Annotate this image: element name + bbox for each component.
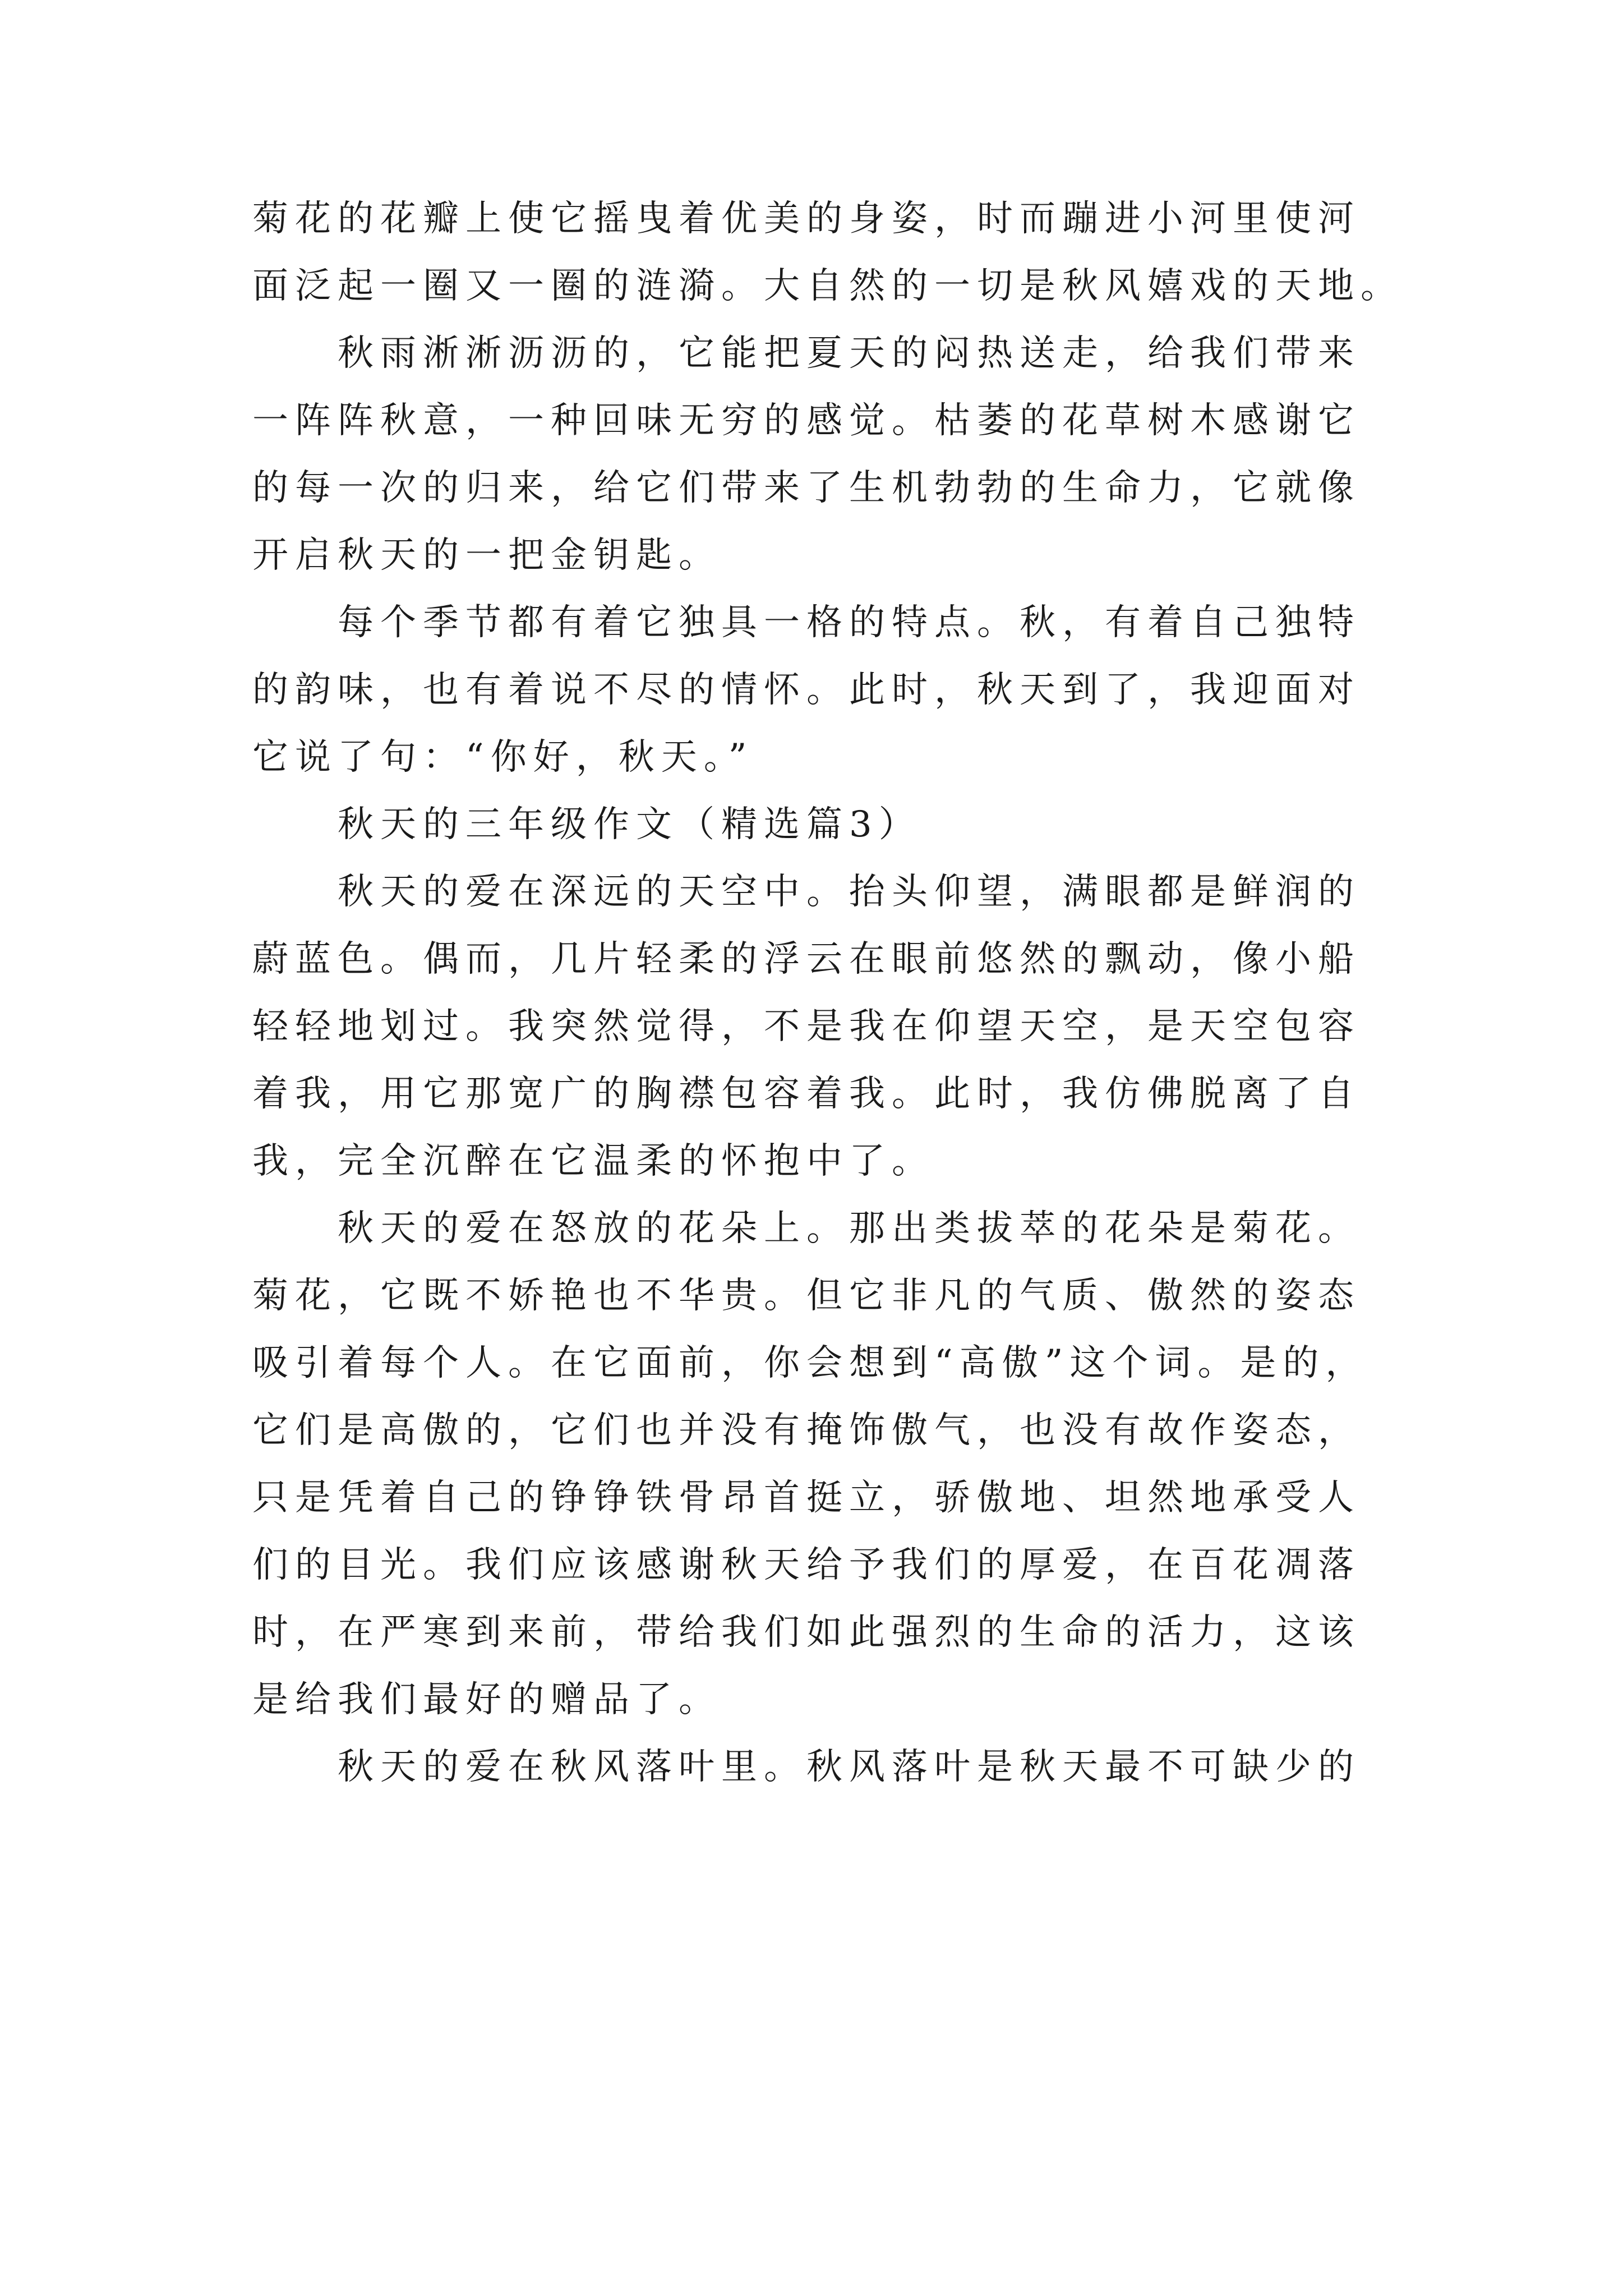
text-line-15: 我，完全沉醉在它温柔的怀抱中了。 — [252, 1140, 934, 1182]
text-line-7: 每个季节都有着它独具一格的特点。秋，有着自己独特 — [338, 602, 1361, 643]
text-line-23: 是给我们最好的赠品了。 — [252, 1679, 721, 1720]
text-line-3: 秋雨淅淅沥沥的，它能把夏天的闷热送走，给我们带来 — [338, 333, 1361, 374]
text-line-13: 轻轻地划过。我突然觉得，不是我在仰望天空，是天空包容 — [252, 1006, 1361, 1047]
text-line-18: 吸引着每个人。在它面前，你会想到“高傲”这个词。是的， — [252, 1342, 1368, 1384]
text-line-9: 它说了句：“你好，秋天。” — [252, 737, 754, 778]
text-line-17: 菊花，它既不娇艳也不华贵。但它非凡的气质、傲然的姿态 — [252, 1275, 1361, 1317]
essay-text — [252, 185, 1441, 1801]
text-line-16: 秋天的爱在怒放的花朵上。那出类拔萃的花朵是菊花。 — [338, 1208, 1361, 1249]
text-line-22: 时，在严寒到来前，带给我们如此强烈的生命的活力，这该 — [252, 1612, 1361, 1653]
text-line-1: 菊花的花瓣上使它摇曳着优美的身姿，时而蹦进小河里使河 — [252, 198, 1361, 240]
text-line-24: 秋天的爱在秋风落叶里。秋风落叶是秋天最不可缺少的 — [338, 1746, 1361, 1788]
text-line-20: 只是凭着自己的铮铮铁骨昂首挺立，骄傲地、坦然地承受人 — [252, 1477, 1361, 1519]
text-line-21: 们的目光。我们应该感谢秋天给予我们的厚爱，在百花凋落 — [252, 1544, 1361, 1586]
text-line-11: 秋天的爱在深远的天空中。抬头仰望，满眼都是鲜润的 — [338, 871, 1361, 913]
text-line-6: 开启秋天的一把金钥匙。 — [252, 535, 721, 576]
text-line-8: 的韵味，也有着说不尽的情怀。此时，秋天到了，我迎面对 — [252, 669, 1361, 711]
text-line-5: 的每一次的归来，给它们带来了生机勃勃的生命力，它就像 — [252, 467, 1361, 509]
text-line-4: 一阵阵秋意，一种回味无穷的感觉。枯萎的花草树木感谢它 — [252, 400, 1361, 441]
text-line-12: 蔚蓝色。偶而，几片轻柔的浮云在眼前悠然的飘动，像小船 — [252, 938, 1361, 980]
section-heading: 秋天的三年级作文（精选篇3） — [338, 804, 921, 845]
text-line-14: 着我，用它那宽广的胸襟包容着我。此时，我仿佛脱离了自 — [252, 1073, 1361, 1115]
text-line-19: 它们是高傲的，它们也并没有掩饰傲气，也没有故作姿态， — [252, 1410, 1361, 1451]
text-line-2: 面泛起一圈又一圈的涟漪。大自然的一切是秋风嬉戏的天地。 — [252, 265, 1403, 307]
